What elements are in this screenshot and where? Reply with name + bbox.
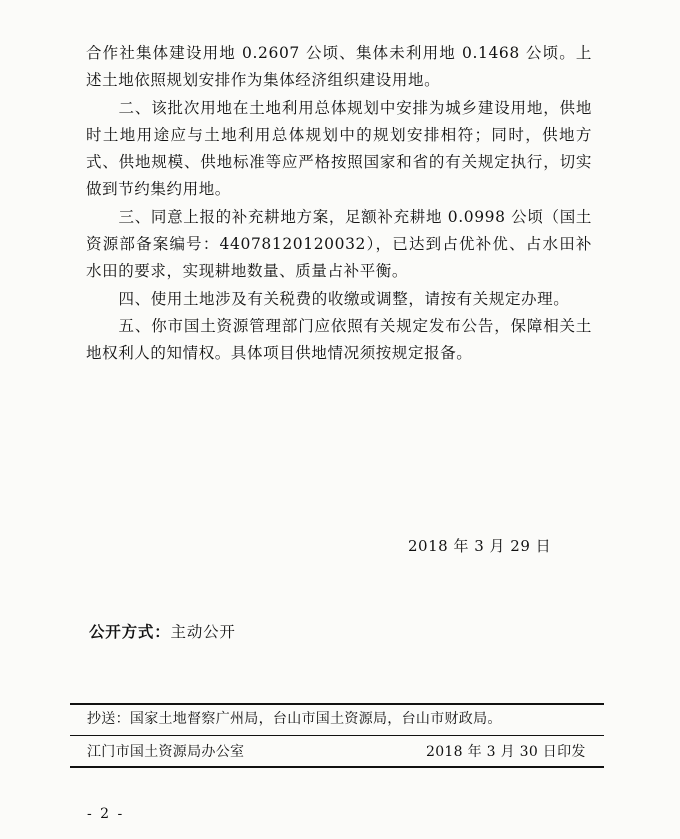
paragraph-item-5: 五、你市国土资源管理部门应依照有关规定发布公告，保障相关土地权利人的知情权。具体项目供地情况须按规定报备。: [86, 316, 592, 363]
footer-top-rule: [70, 703, 604, 705]
footer-middle-rule: [70, 735, 604, 736]
disclosure-method: [89, 620, 236, 642]
print-date: 2018 年 3 月 30 日印发: [426, 744, 586, 760]
disclosure-label: 公开方式：: [89, 623, 171, 641]
page-number: - 2 -: [87, 806, 125, 822]
signature-date: 2018 年 3 月 29 日: [408, 537, 552, 555]
paragraph-continuation: 合作社集体建设用地 0.2607 公顷、集体未利用地 0.1468 公顷。上述土地依照规划安排作为集体经济组织建设用地。: [86, 44, 592, 90]
body-text: [86, 40, 592, 368]
disclosure-value: 主动公开: [170, 623, 236, 641]
footer-bottom-rule: [70, 766, 604, 768]
paragraph-item-4: 四、使用土地涉及有关税费的收缴或调整，请按有关规定办理。: [118, 289, 570, 308]
issuing-office: 江门市国土资源局办公室: [87, 744, 245, 760]
paragraph-item-2: 二、该批次用地在土地利用总体规划中安排为城乡建设用地，供地时土地用途应与土地利用总体规划中的规划安排相符；同时，供地方式、供地规模、供地标准等应严格按照国家和省的有关规定执行，切实做到节约集约用地。: [86, 98, 592, 199]
cc-line: 抄送：国家土地督察广州局，台山市国土资源局，台山市财政局。: [87, 711, 502, 727]
paragraph-item-3: 三、同意上报的补充耕地方案，足额补充耕地 0.0998 公顷（国土资源部备案编号：44078120120032），已达到占优补优、占水田补水田的要求，实现耕地数量、质量占补平衡。: [86, 207, 592, 281]
